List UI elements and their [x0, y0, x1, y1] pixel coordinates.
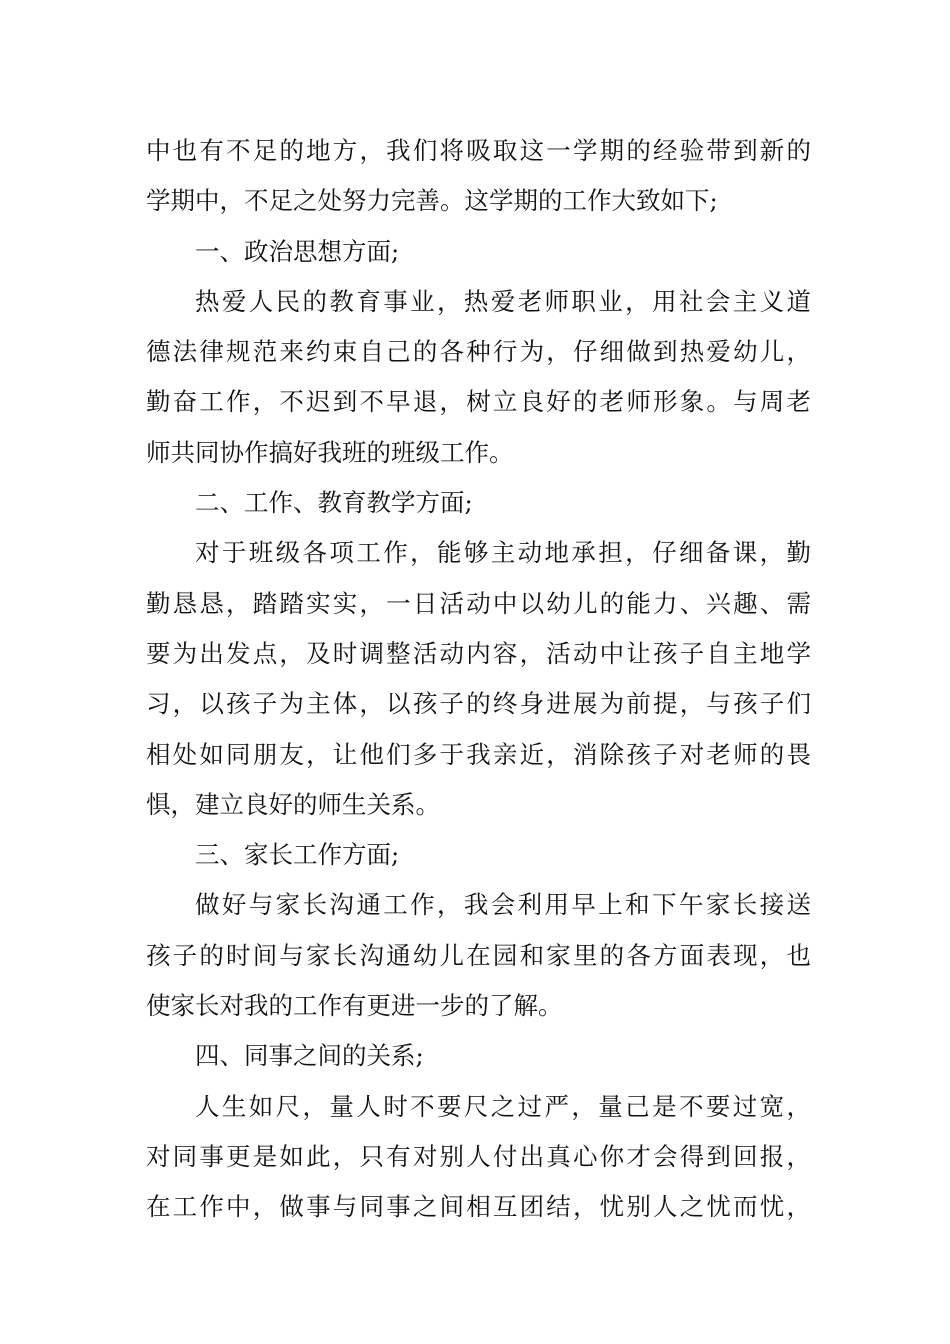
text-line: 勤奋工作，不迟到不早退，树立良好的老师形象。与周老 — [146, 387, 811, 417]
text-line: 勤恳恳，踏踏实实，一日活动中以幼儿的能力、兴趣、需 — [146, 588, 811, 618]
text-line: 习，以孩子为主体，以孩子的终身进展为前提，与孩子们 — [146, 689, 811, 719]
text-line: 中也有不足的地方，我们将吸取这一学期的经验带到新的 — [146, 136, 811, 165]
text-line: 师共同协作搞好我班的班级工作。 — [146, 437, 514, 467]
text-line: 学期中，不足之处努力完善。这学期的工作大致如下; — [146, 186, 718, 216]
text-line: 惧，建立良好的师生关系。 — [146, 789, 440, 819]
text-line: 要为出发点，及时调整活动内容，活动中让孩子自主地学 — [146, 638, 811, 668]
text-line: 对同事更是如此，只有对别人付出真心你才会得到回报， — [146, 1141, 811, 1171]
section-heading: 二、工作、教育教学方面; — [195, 488, 473, 518]
document-body — [146, 126, 811, 1233]
text-line: 在工作中，做事与同事之间相互团结，忧别人之忧而忧， — [146, 1192, 811, 1222]
text-line: 相处如同朋友，让他们多于我亲近，消除孩子对老师的畏 — [146, 739, 811, 769]
text-line: 热爱人民的教育事业，热爱老师职业，用社会主义道 — [195, 286, 811, 316]
text-line: 对于班级各项工作，能够主动地承担，仔细备课，勤 — [195, 538, 811, 568]
section-heading: 四、同事之间的关系; — [195, 1041, 424, 1071]
text-line: 孩子的时间与家长沟通幼儿在园和家里的各方面表现，也 — [146, 940, 811, 970]
text-line: 德法律规范来约束自己的各种行为，仔细做到热爱幼儿， — [146, 337, 811, 367]
section-heading: 一、政治思想方面; — [195, 236, 400, 266]
text-line: 做好与家长沟通工作，我会利用早上和下午家长接送 — [195, 890, 811, 920]
text-line: 人生如尺，量人时不要尺之过严，量己是不要过宽， — [195, 1091, 811, 1121]
text-line: 使家长对我的工作有更进一步的了解。 — [146, 991, 563, 1021]
section-heading: 三、家长工作方面; — [195, 840, 400, 870]
